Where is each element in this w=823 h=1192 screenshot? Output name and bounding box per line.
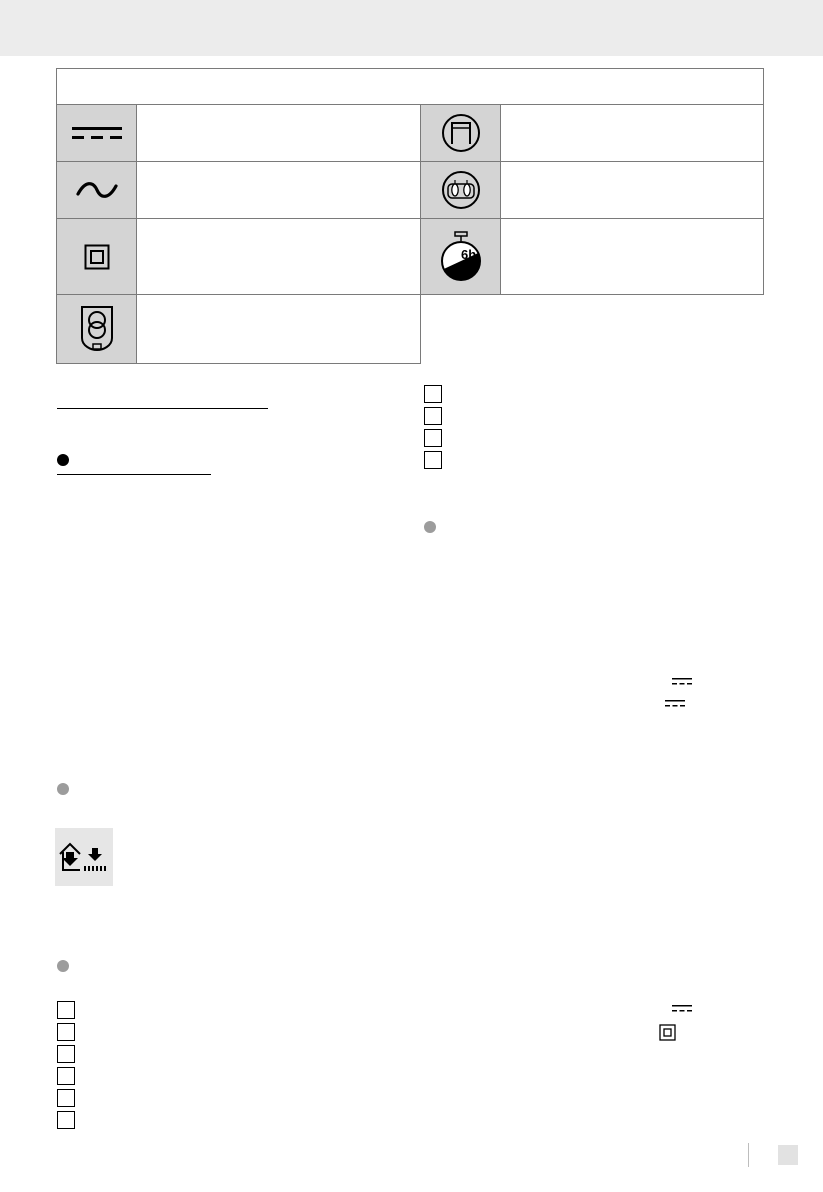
direct-current-inline-icon — [672, 1005, 692, 1013]
symbol-cell — [420, 218, 501, 295]
checklist-checkbox[interactable] — [424, 429, 442, 447]
symbol-description-cell — [500, 218, 764, 295]
symbol-table — [56, 68, 764, 364]
direct-current-inline-icon — [672, 678, 692, 686]
section-bullet-grey — [424, 521, 436, 533]
charge-time-label: 6h — [460, 246, 476, 262]
symbol-cell — [56, 161, 137, 219]
checklist-checkbox[interactable] — [424, 407, 442, 425]
symbol-cell — [56, 104, 137, 162]
checklist-checkbox[interactable] — [57, 1111, 75, 1129]
section-bullet-black — [57, 454, 69, 466]
symbol-description-cell — [500, 104, 764, 162]
symbol-description-cell — [136, 218, 421, 295]
safety-isolating-transformer-icon — [79, 304, 115, 354]
checklist-checkbox[interactable] — [57, 1023, 75, 1041]
section-bullet-grey — [57, 783, 69, 795]
symbol-cell — [420, 161, 501, 219]
symbol-cell — [56, 294, 137, 364]
section-bullet-grey — [57, 960, 69, 972]
checklist-checkbox[interactable] — [424, 385, 442, 403]
symbol-cell — [56, 218, 137, 295]
symbol-table-header — [56, 68, 764, 105]
household-energy-icon — [58, 840, 110, 874]
symbol-description-cell — [136, 161, 421, 219]
indoor-use-only-icon — [441, 113, 481, 153]
checklist-checkbox[interactable] — [57, 1067, 75, 1085]
battery-charger-icon — [441, 170, 481, 210]
footer-separator — [748, 1143, 749, 1167]
alternating-current-icon — [75, 179, 119, 201]
symbol-description-cell — [136, 294, 421, 364]
direct-current-inline-icon — [665, 700, 685, 708]
protection-class-ii-icon — [84, 244, 110, 270]
energy-label-box — [55, 828, 113, 886]
direct-current-icon — [72, 126, 122, 140]
subheading-underline — [57, 474, 211, 475]
symbol-description-cell — [136, 104, 421, 162]
symbol-cell — [420, 104, 501, 162]
page-header-bar — [0, 0, 823, 56]
page-number-box — [778, 1145, 798, 1165]
checklist-checkbox[interactable] — [424, 451, 442, 469]
checklist-checkbox[interactable] — [57, 1045, 75, 1063]
charging-time-6h-icon — [439, 231, 483, 283]
checklist-checkbox[interactable] — [57, 1001, 75, 1019]
checklist-checkbox[interactable] — [57, 1089, 75, 1107]
section-heading-underline — [57, 408, 268, 409]
symbol-description-cell — [500, 161, 764, 219]
protection-class-ii-inline-icon — [659, 1024, 676, 1041]
